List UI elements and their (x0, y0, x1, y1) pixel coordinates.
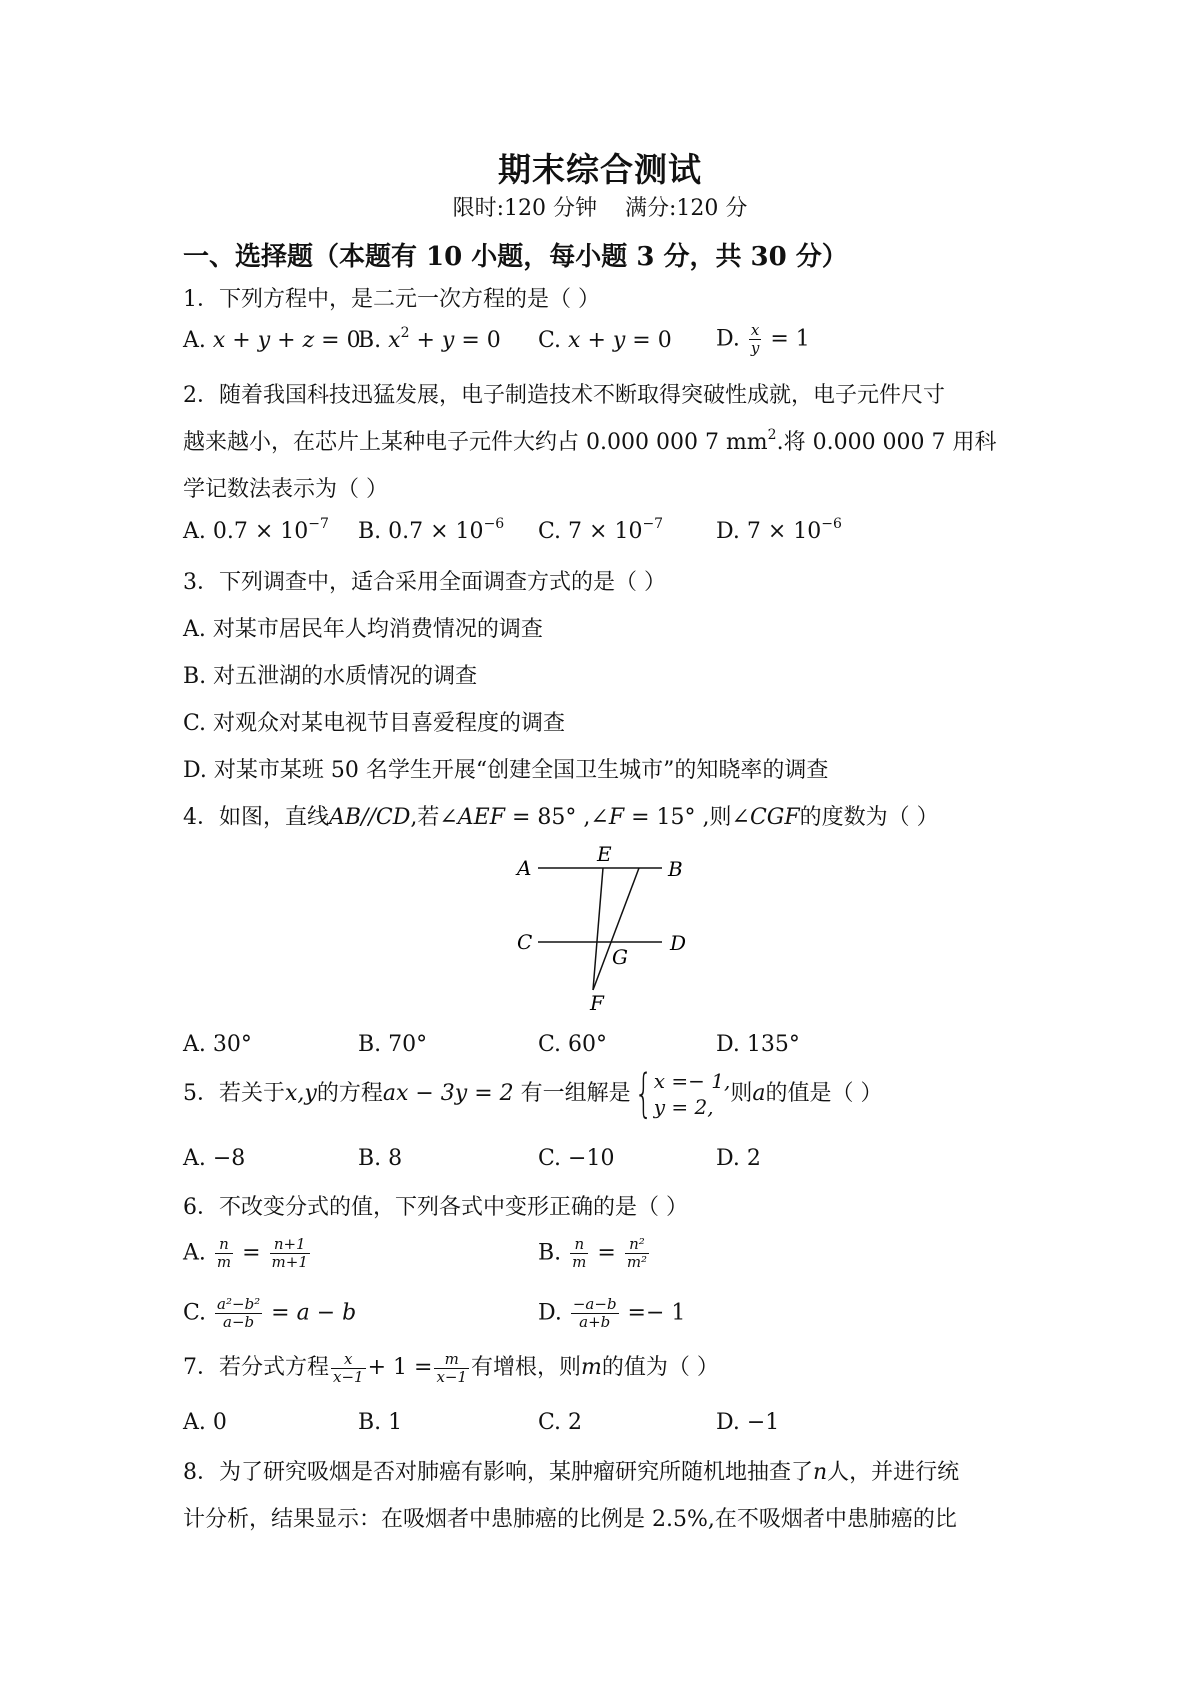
q7-stem: 7．若分式方程 $\frac{x}{x-1}$ + 1 = $\frac{m}{x-1}$ 有增根，则m的值为（ ） (183, 1349, 719, 1386)
q5-option-b: B. 8 (358, 1146, 403, 1171)
q4-option-d: D. 135° (716, 1032, 800, 1057)
q5-stem: 5．若关于x,y的方程ax − 3y = 2 有一组解是{ x =− 1, y = 2, 则a的值是（ ） (183, 1064, 883, 1124)
q4-option-b: B. 70° (358, 1032, 428, 1057)
q8-line-2: 计分析，结果显示：在吸烟者中患肺癌的比例是 2.5%,在不吸烟者中患肺癌的比 (183, 1507, 957, 1532)
q2-line-3: 学记数法表示为（ ） (183, 477, 388, 502)
q7-option-a: A. 0 (183, 1410, 227, 1435)
q7-option-d: D. −1 (716, 1410, 780, 1435)
q6-option-d: D. $\frac{-a-b}{a+b}$ =− 1 (538, 1295, 686, 1331)
q6-option-a: A. $\frac{n}{m}$ = $\frac{n+1}{m+1}$ (183, 1235, 308, 1271)
q2-option-d: D. $7 \times 10^{-6}$ (716, 516, 842, 544)
q2-option-b: B. $0.7 \times 10^{-6}$ (358, 516, 505, 544)
q4-option-a: A. 30° (183, 1032, 252, 1057)
q3-option-c: C. 对观众对某电视节目喜爱程度的调查 (183, 711, 566, 736)
label-b: B (668, 857, 683, 881)
label-a: A (517, 856, 532, 880)
q2-option-a: A. $0.7 \times 10^{-7}$ (183, 516, 329, 544)
q6-option-b: B. $\frac{n}{m}$ = $\frac{\text{n²}}{\text{m²}}$ (538, 1235, 648, 1271)
page-title: 期末综合测试 (498, 150, 702, 189)
q3-option-b: B. 对五泄湖的水质情况的调查 (183, 664, 478, 689)
q5-option-c: C. −10 (538, 1146, 615, 1171)
line-bf (593, 868, 639, 990)
q3-stem: 3．下列调查中，适合采用全面调查方式的是（ ） (183, 570, 666, 595)
q1-stem: 1．下列方程中，是二元一次方程的是（ ） (183, 287, 600, 312)
q1-option-a: A. x + y + z = 0 (183, 328, 361, 353)
q4-geometry-figure (500, 838, 720, 1018)
line-ef (593, 868, 603, 990)
q2-line-1: 2．随着我国科技迅猛发展，电子制造技术不断取得突破性成就，电子元件尺寸 (183, 383, 945, 408)
label-c: C (517, 930, 533, 954)
q8-line-1: 8．为了研究吸烟是否对肺癌有影响，某肿瘤研究所随机地抽查了n人，并进行统 (183, 1460, 960, 1485)
q1-option-b: B. $x^2 + y = 0$ (358, 325, 501, 353)
q3-option-a: A. 对某市居民年人均消费情况的调查 (183, 617, 543, 642)
equation-system: x =− 1, y = 2, (653, 1069, 731, 1119)
q6-stem: 6．不改变分式的值，下列各式中变形正确的是（ ） (183, 1195, 688, 1220)
q6-option-c: C. $\frac{\text{a²−b²}}{a-b}$ = a − b (183, 1295, 357, 1331)
q1-option-d: D. $\frac{x}{y}$ = 1 (716, 321, 810, 357)
q2-option-c: C. $7 \times 10^{-7}$ (538, 516, 664, 544)
label-d: D (670, 931, 687, 955)
system-brace: { (634, 1064, 653, 1124)
q5-option-d: D. 2 (716, 1146, 761, 1171)
q7-option-b: B. 1 (358, 1410, 403, 1435)
label-g: G (612, 945, 628, 969)
label-e: E (597, 842, 612, 866)
section-heading: 一、选择题（本题有 10 小题，每小题 3 分，共 30 分） (183, 242, 848, 272)
q1-option-c: C. x + y = 0 (538, 328, 672, 353)
q7-option-c: C. 2 (538, 1410, 583, 1435)
q2-line-2: 越来越小，在芯片上某种电子元件大约占 0.000 000 7 $mm^2$.将 0.000 000 7 用科 (183, 427, 997, 455)
q3-option-d: D. 对某市某班 50 名学生开展“创建全国卫生城市”的知晓率的调查 (183, 758, 829, 783)
label-f: F (590, 991, 604, 1015)
page-subtitle: 限时:120 分钟 满分:120 分 (452, 196, 748, 221)
q4-option-c: C. 60° (538, 1032, 608, 1057)
q5-option-a: A. −8 (183, 1146, 246, 1171)
q4-stem: 4．如图，直线AB//CD,若∠AEF = 85° ,∠F = 15° ,则∠CGF的度数为（ ） (183, 805, 939, 830)
